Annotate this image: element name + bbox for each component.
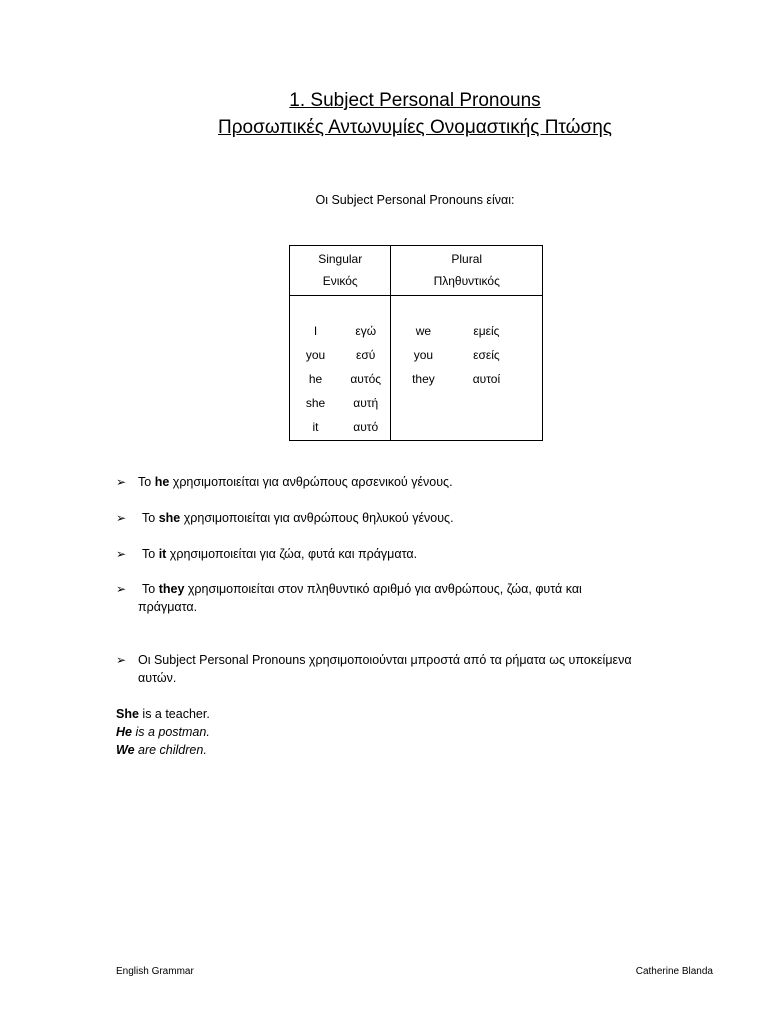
pronoun-en: you	[305, 348, 326, 362]
pronoun-gr: αυτή	[353, 396, 379, 410]
note-text-continued: πράγματα.	[138, 600, 198, 614]
pronoun-gr: αυτό	[353, 420, 379, 434]
footer-author: Catherine Blanda	[635, 966, 713, 977]
example-sentence: We are children.	[116, 743, 207, 757]
plural-label-greek: Πληθυντικός	[433, 274, 500, 288]
page-subtitle: Προσωπικές Αντωνυμίες Ονομαστικής Πτώσης	[218, 117, 612, 138]
example-sentences	[116, 705, 210, 759]
example-sentence: He is a postman.	[116, 725, 210, 739]
pronoun-row	[290, 371, 390, 395]
note-text-continued: αυτών.	[138, 671, 177, 685]
pronoun-gr: εσείς	[473, 348, 500, 362]
pronoun-row	[391, 323, 542, 347]
pronoun-table	[289, 245, 543, 441]
pronoun-gr: εσύ	[356, 348, 376, 362]
intro-text: Οι Subject Personal Pronouns είναι:	[315, 193, 515, 207]
plural-label: Plural	[451, 252, 483, 266]
pronoun-en: she	[305, 396, 326, 410]
pronoun-en: I	[313, 324, 318, 338]
plural-header	[391, 246, 543, 296]
note-text: Οι Subject Personal Pronouns χρησιμοποιούνται μπροστά από τα ρήματα ως υποκείμενα	[138, 653, 632, 667]
singular-list	[290, 296, 391, 441]
note-text: Το they χρησιμοποιείται στον πληθυντικό αριθμό για ανθρώπους, ζώα, φυτά και	[142, 582, 582, 596]
note-text: Το she χρησιμοποιείται για ανθρώπους θηλυκού γένους.	[142, 511, 454, 525]
note-text: Το it χρησιμοποιείται για ζώα, φυτά και πράγματα.	[142, 547, 418, 561]
pronoun-row	[290, 323, 390, 347]
arrow-bullet-icon: ➢	[116, 547, 127, 561]
pronoun-row	[290, 347, 390, 371]
pronoun-en: he	[308, 372, 323, 386]
arrow-bullet-icon: ➢	[116, 511, 127, 525]
page-title: 1. Subject Personal Pronouns	[289, 90, 541, 111]
pronoun-gr: αυτοί	[472, 372, 501, 386]
singular-label: Singular	[318, 252, 363, 266]
pronoun-row	[391, 347, 542, 371]
pronoun-gr: αυτός	[350, 372, 382, 386]
arrow-bullet-icon: ➢	[116, 582, 127, 596]
plural-list	[391, 296, 543, 441]
arrow-bullet-icon: ➢	[116, 653, 127, 667]
pronoun-en: we	[415, 324, 432, 338]
note-text: Το he χρησιμοποιείται για ανθρώπους αρσενικού γένους.	[138, 475, 453, 489]
pronoun-row	[290, 419, 390, 443]
pronoun-row	[290, 395, 390, 419]
example-sentence: She is a teacher.	[116, 707, 210, 721]
pronoun-row	[391, 371, 542, 395]
footer-left: English Grammar	[116, 966, 194, 977]
pronoun-en: it	[312, 420, 319, 434]
pronoun-gr: εγώ	[355, 324, 377, 338]
pronoun-en: they	[412, 372, 435, 386]
arrow-bullet-icon: ➢	[116, 475, 127, 489]
singular-label-greek: Ενικός	[322, 274, 358, 288]
pronoun-en: you	[413, 348, 434, 362]
singular-header	[290, 246, 391, 296]
pronoun-gr: εμείς	[473, 324, 500, 338]
